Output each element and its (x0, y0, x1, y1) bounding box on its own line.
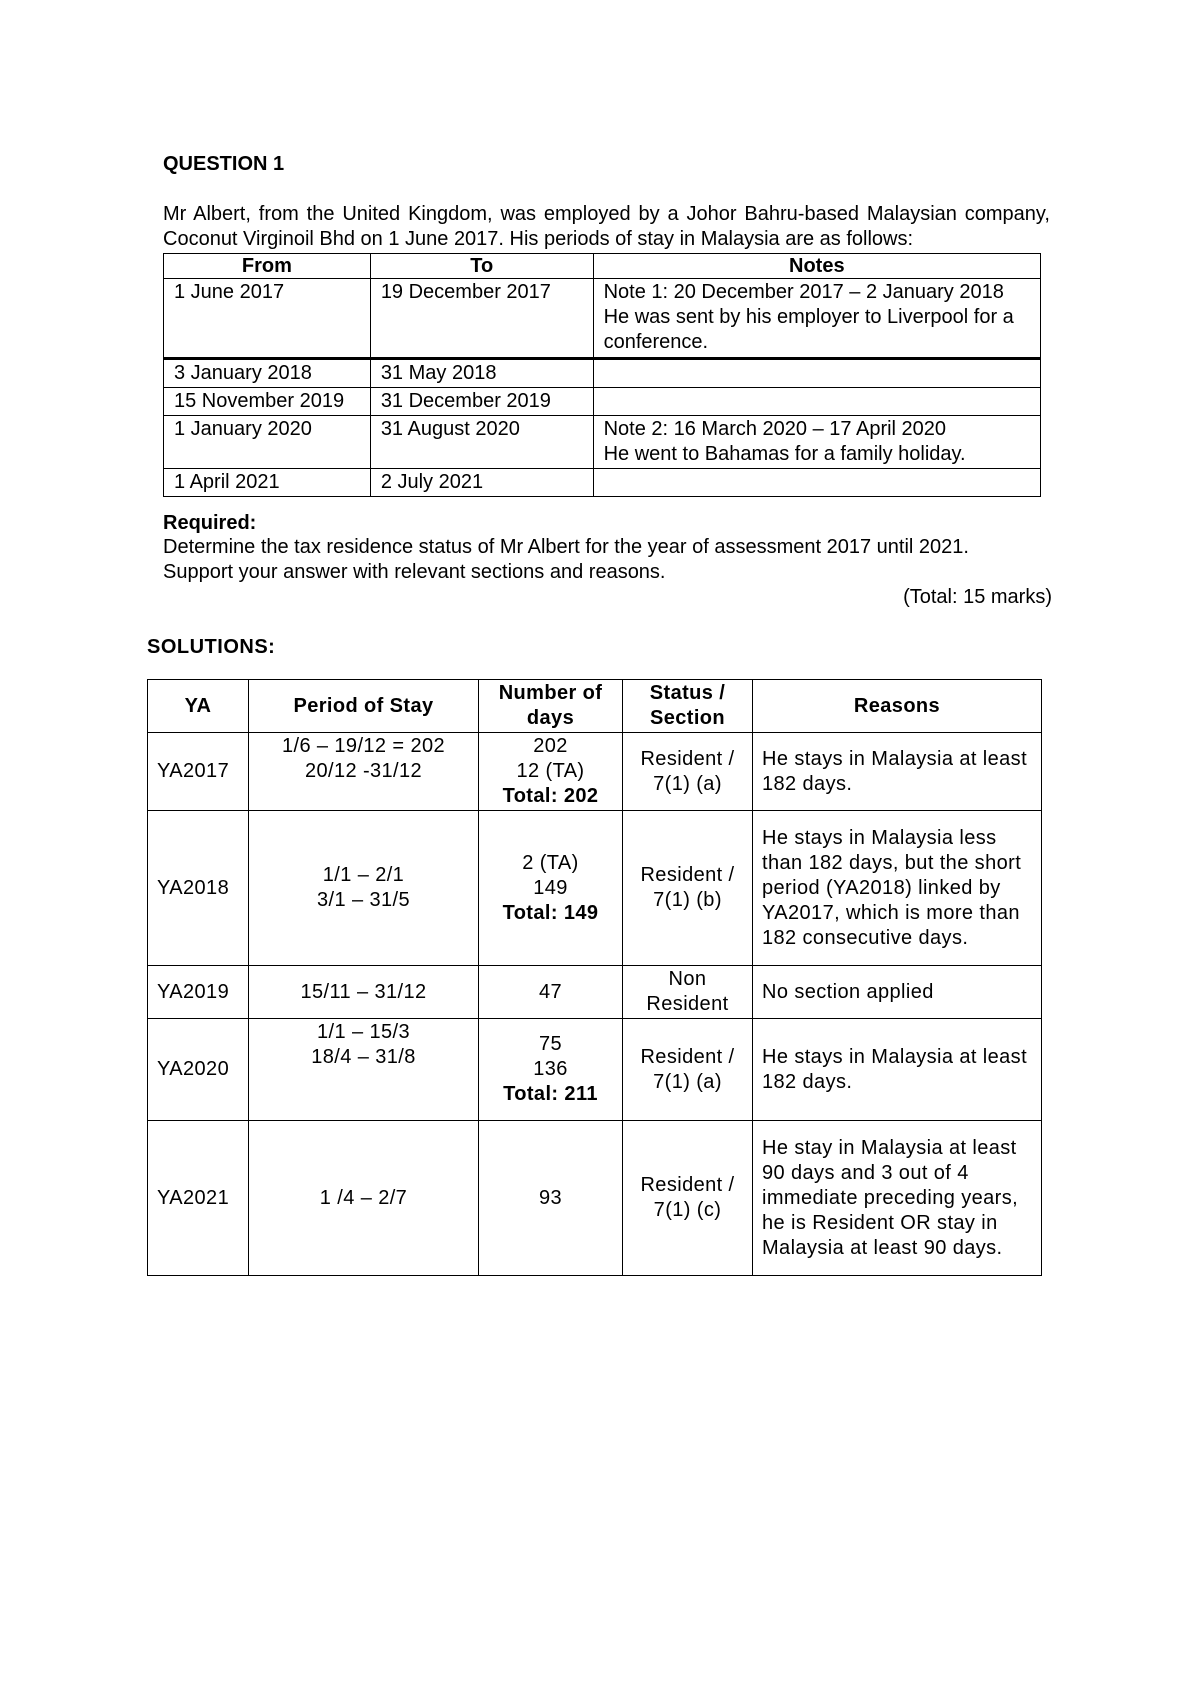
days-total: Total: 202 (502, 785, 599, 807)
from-cell: 1 April 2021 (164, 469, 371, 497)
to-cell: 31 August 2020 (370, 416, 593, 469)
note-heading: Note 2: 16 March 2020 – 17 April 2020 (603, 418, 947, 440)
status-line: 7(1) (c) (653, 1199, 722, 1221)
period-cell: 15/11 – 31/12 (249, 966, 479, 1019)
status-line: Resident / (640, 747, 735, 770)
table-row (148, 733, 1042, 811)
period-cell (249, 811, 479, 966)
header-ya: YA (148, 680, 249, 733)
ya-cell: YA2017 (148, 733, 249, 811)
days-line: 75 (538, 1033, 563, 1055)
period-cell (249, 1019, 479, 1121)
days-cell (479, 1019, 623, 1121)
required-line: Support your answer with relevant sections and reasons. (163, 561, 666, 583)
table-row (164, 416, 1041, 469)
ya-cell: YA2019 (148, 966, 249, 1019)
stay-periods-table (163, 253, 1041, 497)
header-notes: Notes (593, 254, 1040, 279)
header-period: Period of Stay (249, 680, 479, 733)
notes-cell (593, 469, 1040, 497)
ya-cell: YA2021 (148, 1121, 249, 1276)
solutions-table (147, 679, 1042, 1276)
period-cell (249, 733, 479, 811)
period-line: 1/6 – 19/12 = 202 (281, 735, 446, 757)
to-cell: 31 December 2019 (370, 388, 593, 416)
status-line: 7(1) (a) (653, 772, 722, 795)
table-row (164, 359, 1041, 388)
days-line: 2 (TA) (522, 851, 579, 874)
days-total: Total: 149 (502, 901, 599, 924)
to-cell: 19 December 2017 (370, 279, 593, 359)
period-line: 20/12 -31/12 (304, 760, 423, 782)
days-cell (479, 811, 623, 966)
solutions-header-row (148, 680, 1042, 733)
note-heading: Note 1: 20 December 2017 – 2 January 2018 (603, 281, 1004, 303)
status-cell (623, 966, 753, 1019)
from-cell: 15 November 2019 (164, 388, 371, 416)
required-title: Required: (163, 512, 257, 534)
status-line: 7(1) (a) (653, 1070, 722, 1093)
status-cell (623, 733, 753, 811)
days-cell (479, 733, 623, 811)
status-line: Resident / (640, 1174, 735, 1196)
header-days: Number of days (479, 680, 623, 733)
table-row (164, 279, 1041, 359)
period-line (257, 784, 470, 809)
table-row (148, 1121, 1042, 1276)
required-text (163, 535, 1053, 585)
days-line: 202 (533, 735, 568, 757)
table-row (164, 388, 1041, 416)
to-cell: 2 July 2021 (370, 469, 593, 497)
question-intro: Mr Albert, from the United Kingdom, was employed by a Johor Bahru-based Malaysian company, Coconut Virginoil Bhd on 1 June 2017. His periods of stay in Malaysia are as follows: (163, 203, 1050, 250)
notes-cell (593, 416, 1040, 469)
header-reasons: Reasons (753, 680, 1042, 733)
header-to: To (370, 254, 593, 279)
from-cell: 1 June 2017 (164, 279, 371, 359)
days-cell: 93 (479, 1121, 623, 1276)
header-from: From (164, 254, 371, 279)
status-line: Resident / (640, 864, 735, 886)
question-title: QUESTION 1 (163, 153, 285, 175)
status-line: Resident (646, 993, 729, 1015)
days-cell: 47 (479, 966, 623, 1019)
status-cell (623, 1019, 753, 1121)
days-line: 136 (533, 1058, 568, 1080)
from-cell: 3 January 2018 (164, 359, 371, 388)
required-line: Determine the tax residence status of Mr Albert for the year of assessment 2017 until 2021. (163, 536, 969, 558)
status-cell (623, 1121, 753, 1276)
period-cell: 1 /4 – 2/7 (249, 1121, 479, 1276)
ya-cell: YA2020 (148, 1019, 249, 1121)
reasons-cell: No section applied (753, 966, 1042, 1019)
table-row (148, 966, 1042, 1019)
header-status: Status / Section (623, 680, 753, 733)
table-row (164, 469, 1041, 497)
status-line: Non (668, 968, 707, 990)
table-row (148, 811, 1042, 966)
status-line: Resident / (640, 1045, 735, 1068)
reasons-cell: He stays in Malaysia at least 182 days. (753, 733, 1042, 811)
from-cell: 1 January 2020 (164, 416, 371, 469)
table-row (148, 1019, 1042, 1121)
period-line: 1/1 – 2/1 (322, 864, 405, 886)
note-text: He went to Bahamas for a family holiday. (603, 443, 966, 465)
notes-cell (593, 359, 1040, 388)
days-line: 12 (TA) (516, 760, 585, 782)
period-line: 3/1 – 31/5 (317, 889, 410, 911)
total-marks: (Total: 15 marks) (903, 586, 1052, 608)
status-cell (623, 811, 753, 966)
solutions-title: SOLUTIONS: (147, 636, 276, 658)
reasons-cell: He stay in Malaysia at least 90 days and 3 out of 4 immediate preceding years, he is Resident OR stay in Malaysia at least 90 days. (753, 1121, 1042, 1276)
reasons-cell: He stays in Malaysia at least 182 days. (753, 1019, 1042, 1121)
stay-periods-header-row (164, 254, 1041, 279)
days-total: Total: 211 (503, 1083, 598, 1105)
ya-cell: YA2018 (148, 811, 249, 966)
status-line: 7(1) (b) (653, 889, 722, 911)
period-line: 1/1 – 15/3 (317, 1021, 410, 1043)
to-cell: 31 May 2018 (370, 359, 593, 388)
reasons-cell: He stays in Malaysia less than 182 days, but the short period (YA2018) linked by YA2017, which is more than 182 consecutive days. (753, 811, 1042, 966)
days-line: 149 (533, 876, 568, 899)
notes-cell (593, 388, 1040, 416)
period-line: 18/4 – 31/8 (311, 1046, 416, 1068)
notes-cell (593, 279, 1040, 359)
note-text: He was sent by his employer to Liverpool for a conference. (603, 306, 1014, 353)
